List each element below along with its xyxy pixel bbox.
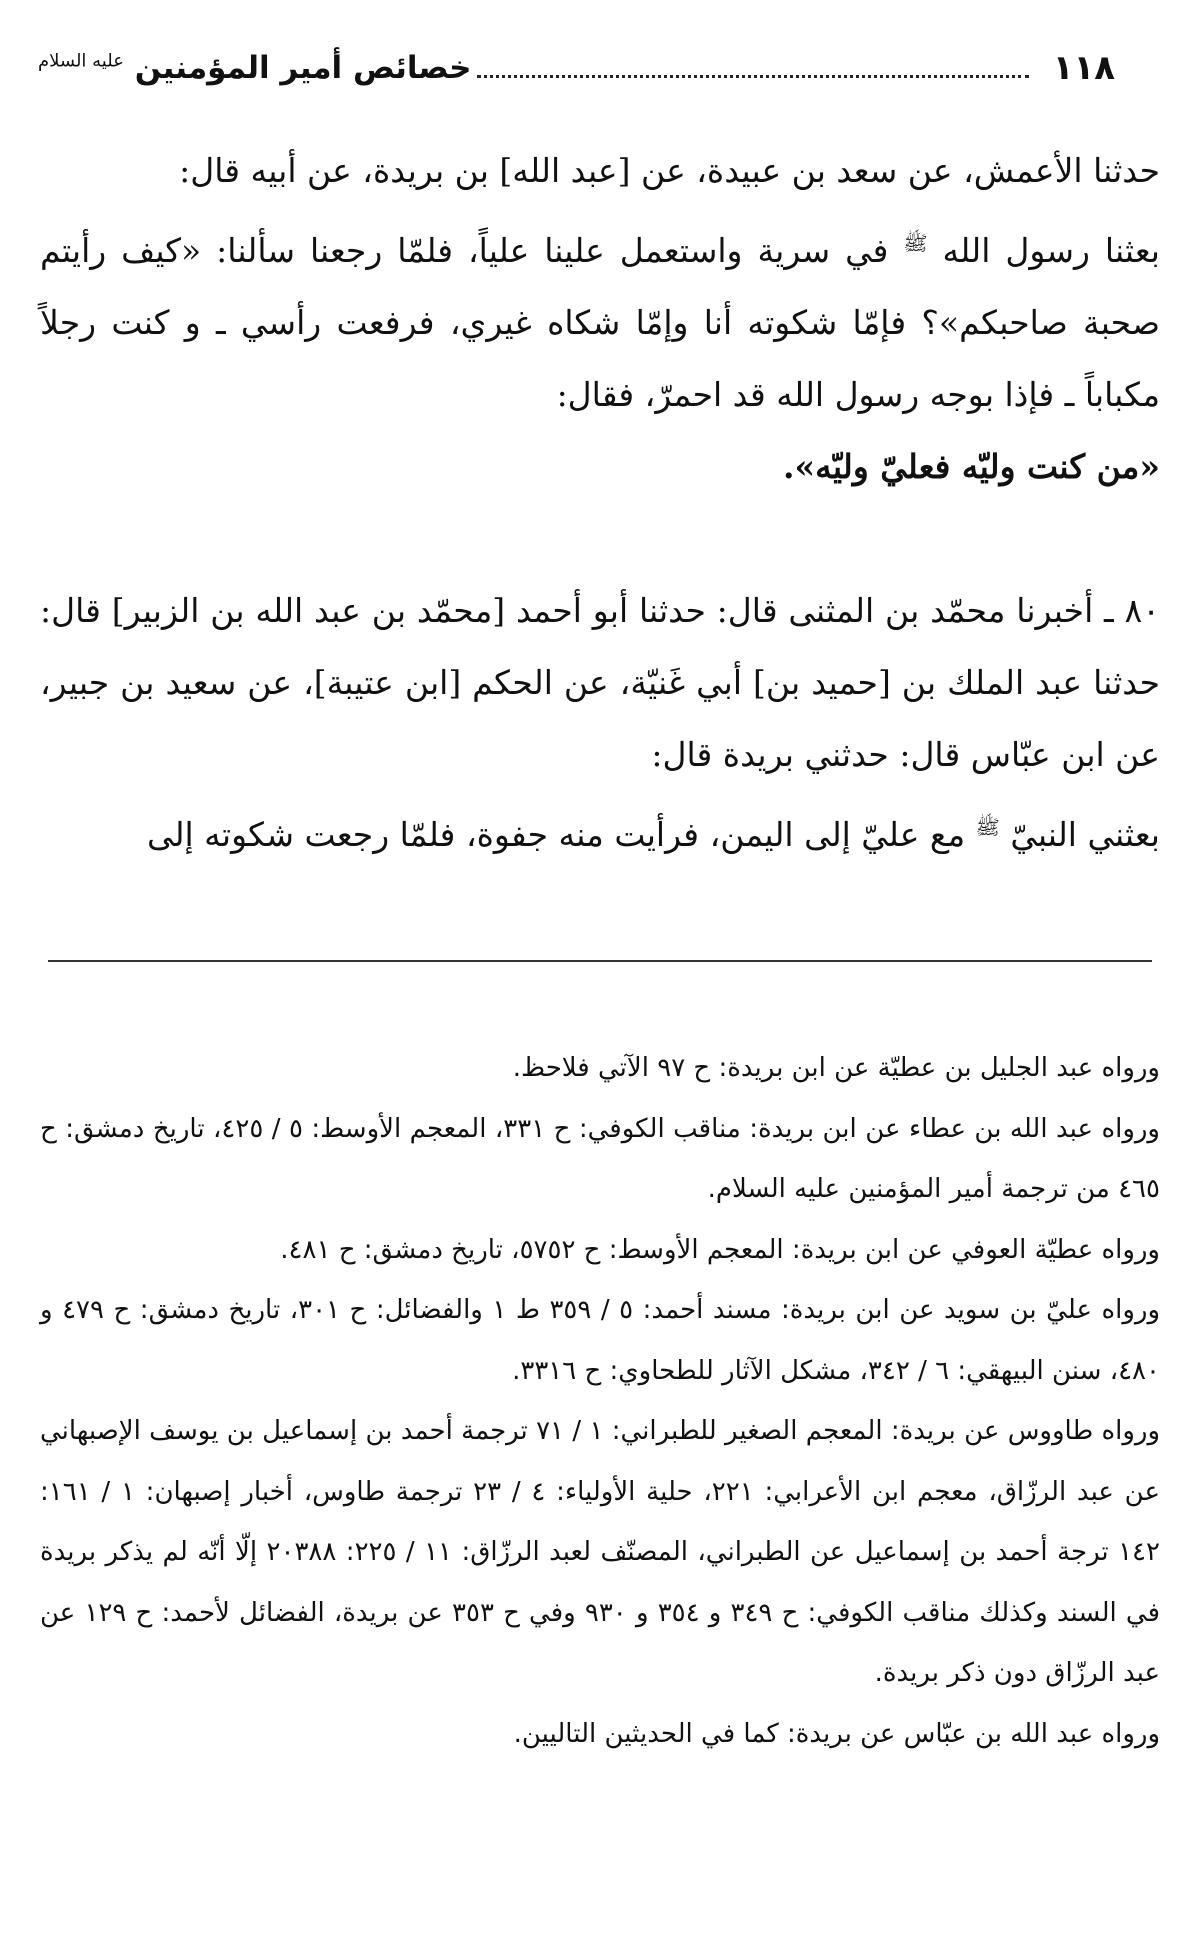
main-text xyxy=(40,135,1160,871)
footnote-separator xyxy=(48,960,1152,962)
salutation-glyph: ﷺ xyxy=(903,231,928,255)
footnote-5: ورواه طاووس عن بريدة: المعجم الصغير للطبراني: ١ / ٧١ ترجمة أحمد بن إسماعيل بن يوسف الإصبهاني عن عبد الرزّاق، معجم ابن الأعرابي: ٢٢١، حلية الأولياء: ٤ / ٢٣ ترجمة طاوس، أخبار إصبهان: ١ / ١٦١: ١٤٢ ترجة أحمد بن إسماعيل عن الطبراني، المصنّف لعبد الرزّاق: ١١ / ٢٢٥: ٢٠٣٨٨ إلّا أنّه لم يذكر بريدة في السند وكذلك مناقب الكوفي: ح ٣٤٩ و ٣٥٤ و ٩٣٠ وفي ح ٣٥٣ عن بريدة، الفضائل لأحمد: ح ١٢٩ عن عبد الرزّاق دون ذكر بريدة. xyxy=(40,1416,1161,1688)
paragraph-hadith-quote: «من كنت وليّه فعليّ وليّه». xyxy=(783,447,1160,486)
paragraph-hadith-1 xyxy=(40,207,1160,431)
header-dotted-leader xyxy=(477,75,1028,78)
running-title xyxy=(38,50,471,86)
paragraph-isnad-1: حدثنا الأعمش، عن سعد بن عبيدة، عن [عبد الله] بن بريدة، عن أبيه قال: xyxy=(179,151,1160,190)
footnote-6: ورواه عبد الله بن عبّاس عن بريدة: كما في الحديثين التاليين. xyxy=(513,1718,1160,1749)
hadith-1-text-b: في سرية واستعمل علينا علياً، فلمّا رجعنا سألنا: «كيف رأيتم صحبة صاحبكم»؟ فإمّا شكوته أنا وإمّا شكاه غيري، فرفعت رأسي ـ و كنت رجلاً مكباباً ـ فإذا بوجه رسول الله قد احمرّ، فقال: xyxy=(40,231,1160,414)
page-number: ١١٨ xyxy=(1052,48,1115,88)
footnote-3: ورواه عطيّة العوفي عن ابن بريدة: المعجم الأوسط: ح ٥٧٥٢، تاريخ دمشق: ح ٤٨١. xyxy=(280,1234,1160,1265)
running-title-text: خصائص أمير المؤمنين xyxy=(134,50,472,86)
running-header xyxy=(38,38,1115,98)
paragraph-gap xyxy=(40,503,1160,575)
footnote-2: ورواه عبد الله بن عطاء عن ابن بريدة: مناقب الكوفي: ح ٣٣١، المعجم الأوسط: ٥ / ٤٢٥، تاريخ دمشق: ح ٤٦٥ من ترجمة أمير المؤمنين عليه السلام. xyxy=(40,1113,1160,1204)
paragraph-hadith-80-text xyxy=(40,791,1160,871)
honorific-glyph: عليه السلام xyxy=(38,50,124,72)
salutation-glyph-2: ﷺ xyxy=(975,815,1000,839)
hadith-80-text-a: بعثني النبيّ xyxy=(1010,815,1160,854)
paragraph-hadith-80-isnad: ٨٠ ـ أخبرنا محمّد بن المثنى قال: حدثنا أبو أحمد [محمّد بن عبد الله بن الزبير] قال: حدثنا عبد الملك بن [حميد بن] أبي غَنيّة، عن الحكم [ابن عتيبة]، عن سعيد بن جبير، عن ابن عبّاس قال: حدثني بريدة قال: xyxy=(40,591,1160,774)
footnote-1: ورواه عبد الجليل بن عطيّة عن ابن بريدة: ح ٩٧ الآتي فلاحظ. xyxy=(512,1053,1160,1083)
hadith-80-text-b: مع عليّ إلى اليمن، فرأيت منه جفوة، فلمّا رجعت شكوته إلى xyxy=(146,815,966,854)
footnote-4: ورواه عليّ بن سويد عن ابن بريدة: مسند أحمد: ٥ / ٣٥٩ ط ١ والفضائل: ح ٣٠١، تاريخ دمشق: ح ٤٧٩ و ٤٨٠، سنن البيهقي: ٦ / ٣٤٢، مشكل الآثار للطحاوي: ح ٣٣١٦. xyxy=(40,1295,1161,1386)
footnotes xyxy=(40,1038,1160,1764)
hadith-1-text-a: بعثنا رسول الله xyxy=(942,231,1160,270)
